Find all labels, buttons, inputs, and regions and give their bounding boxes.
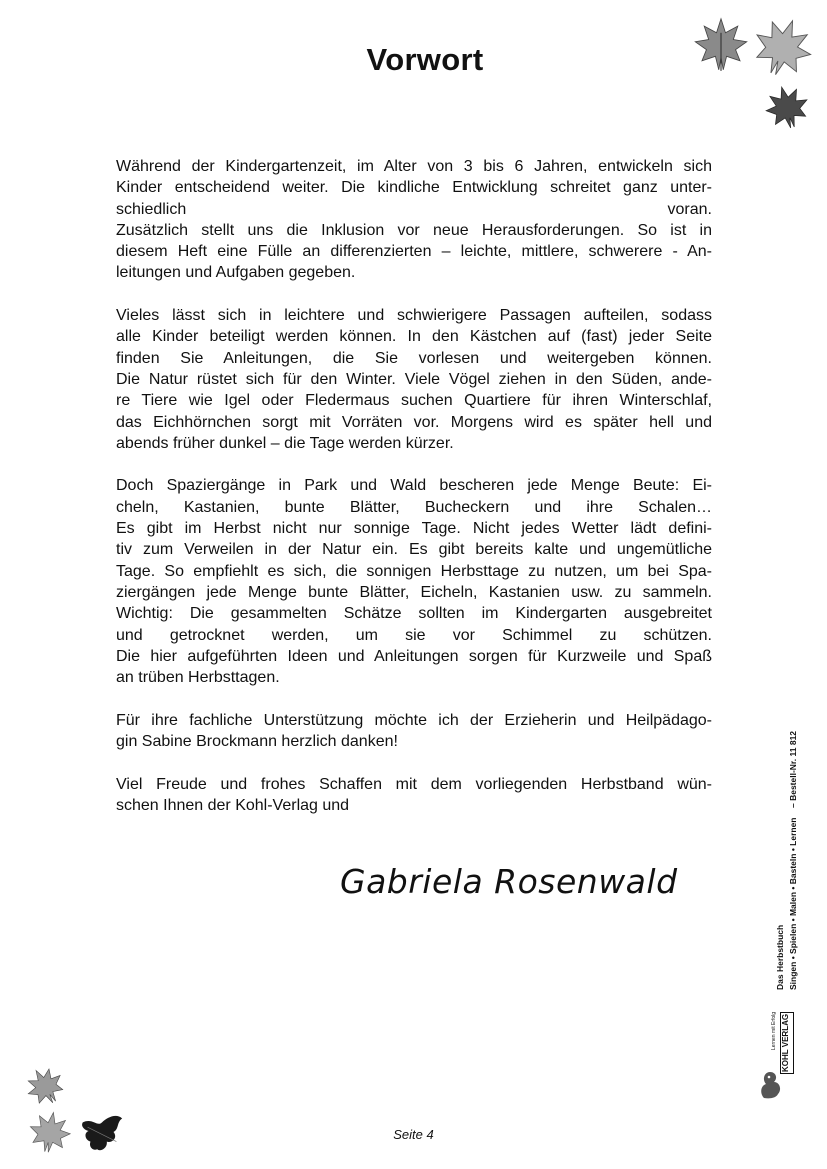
publisher-name: KOHL VERLAG [781, 1013, 790, 1072]
text-line: Tage. So empfiehlt es sich, die sonnigen Herbsttage zu nutzen, um bei Spa- [116, 562, 712, 580]
text-line: Kinder entscheidend weiter. Die kindliche Entwicklung schreitet ganz unter- [116, 179, 712, 197]
page-title: Vorwort [366, 42, 484, 77]
text-line: ziergängen jede Menge bunte Blätter, Eicheln, Kastanien usw. zu sammeln. [116, 583, 712, 601]
text-line: Zusätzlich stellt uns die Inklusion vor neue Herausforderungen. So ist in [116, 221, 712, 239]
text-line: cheln, Kastanien, bunte Blätter, Bucheckern und ihre Schalen… [116, 498, 712, 516]
oak-leaf-icon [76, 1108, 128, 1156]
publisher-tagline: Lernen mit Erfolg [771, 1011, 777, 1050]
text-line: Die Natur rüstet sich für den Winter. Viele Vögel ziehen in den Süden, ande- [116, 370, 712, 388]
text-line: schiedlich voran. [116, 200, 712, 218]
body-text [116, 156, 712, 838]
text-line: Viel Freude und frohes Schaffen mit dem vorliegenden Herbstband wün- [116, 775, 712, 793]
paragraph [116, 156, 712, 284]
text-line: diesem Heft eine Fülle an differenzierten – leichte, mittlere, schwerere - An- [116, 243, 712, 261]
text-line: Für ihre fachliche Unterstützung möchte ich der Erzieherin und Heilpädago- [116, 711, 712, 729]
text-line: und getrocknet werden, um sie vor Schimmel zu schützen. [116, 626, 712, 644]
text-line: an trüben Herbsttagen. [116, 669, 280, 687]
page-number: Seite 4 [393, 1127, 434, 1142]
text-line: Doch Spaziergänge in Park und Wald bescheren jede Menge Beute: Ei- [116, 477, 712, 495]
paragraph [116, 774, 712, 817]
paragraph [116, 710, 712, 753]
text-line: re Tiere wie Igel oder Fledermaus suchen Quartiere für ihren Winterschlaf, [116, 392, 712, 410]
maple-leaf-icon [20, 1066, 70, 1106]
maple-leaf-icon [690, 16, 752, 72]
squirrel-icon [758, 1068, 784, 1100]
sidebar-book-info [763, 690, 803, 1010]
signature: Gabriela Rosenwald [340, 862, 678, 901]
text-line: gin Sabine Brockmann herzlich danken! [116, 733, 398, 751]
text-line: Die hier aufgeführten Ideen und Anleitungen sorgen für Kurzweile und Spaß [116, 647, 712, 665]
maple-leaf-icon [752, 12, 814, 82]
text-line: alle Kinder beteiligt werden können. In den Kästchen auf (fast) jeder Seite [116, 328, 712, 346]
paragraph [116, 305, 712, 454]
paragraph [116, 475, 712, 688]
text-line: schen Ihnen der Kohl-Verlag und [116, 796, 350, 814]
sidebar-book-subtitle: Singen • Spielen • Malen • Basteln • Lernen [788, 817, 798, 990]
text-line: abends früher dunkel – die Tage werden kürzer. [116, 434, 454, 452]
maple-leaf-icon [28, 1110, 72, 1154]
text-line: finden Sie Anleitungen, die Sie vorlesen und weitergeben können. [116, 349, 712, 367]
text-line: Wichtig: Die gesammelten Schätze sollten im Kindergarten ausgebreitet [116, 605, 712, 623]
maple-leaf-icon [762, 84, 812, 130]
sidebar-book-title: Das Herbstbuch [775, 924, 785, 990]
text-line: leitungen und Aufgaben gegeben. [116, 264, 356, 282]
text-line: Während der Kindergartenzeit, im Alter von 3 bis 6 Jahren, entwickeln sich [116, 158, 712, 175]
text-line: das Eichhörnchen sorgt mit Vorräten vor. Morgens wird es später hell und [116, 413, 712, 431]
sidebar-order-number: – Bestell-Nr. 11 812 [788, 730, 798, 808]
publisher-logo [758, 1010, 798, 1100]
text-line: tiv zum Verweilen in der Natur ein. Es gibt bereits kalte und ungemütliche [116, 541, 712, 559]
text-line: Es gibt im Herbst nicht nur sonnige Tage. Nicht jedes Wetter lädt defini- [116, 520, 712, 538]
text-line: Vieles lässt sich in leichtere und schwierigere Passagen aufteilen, sodass [116, 307, 712, 325]
